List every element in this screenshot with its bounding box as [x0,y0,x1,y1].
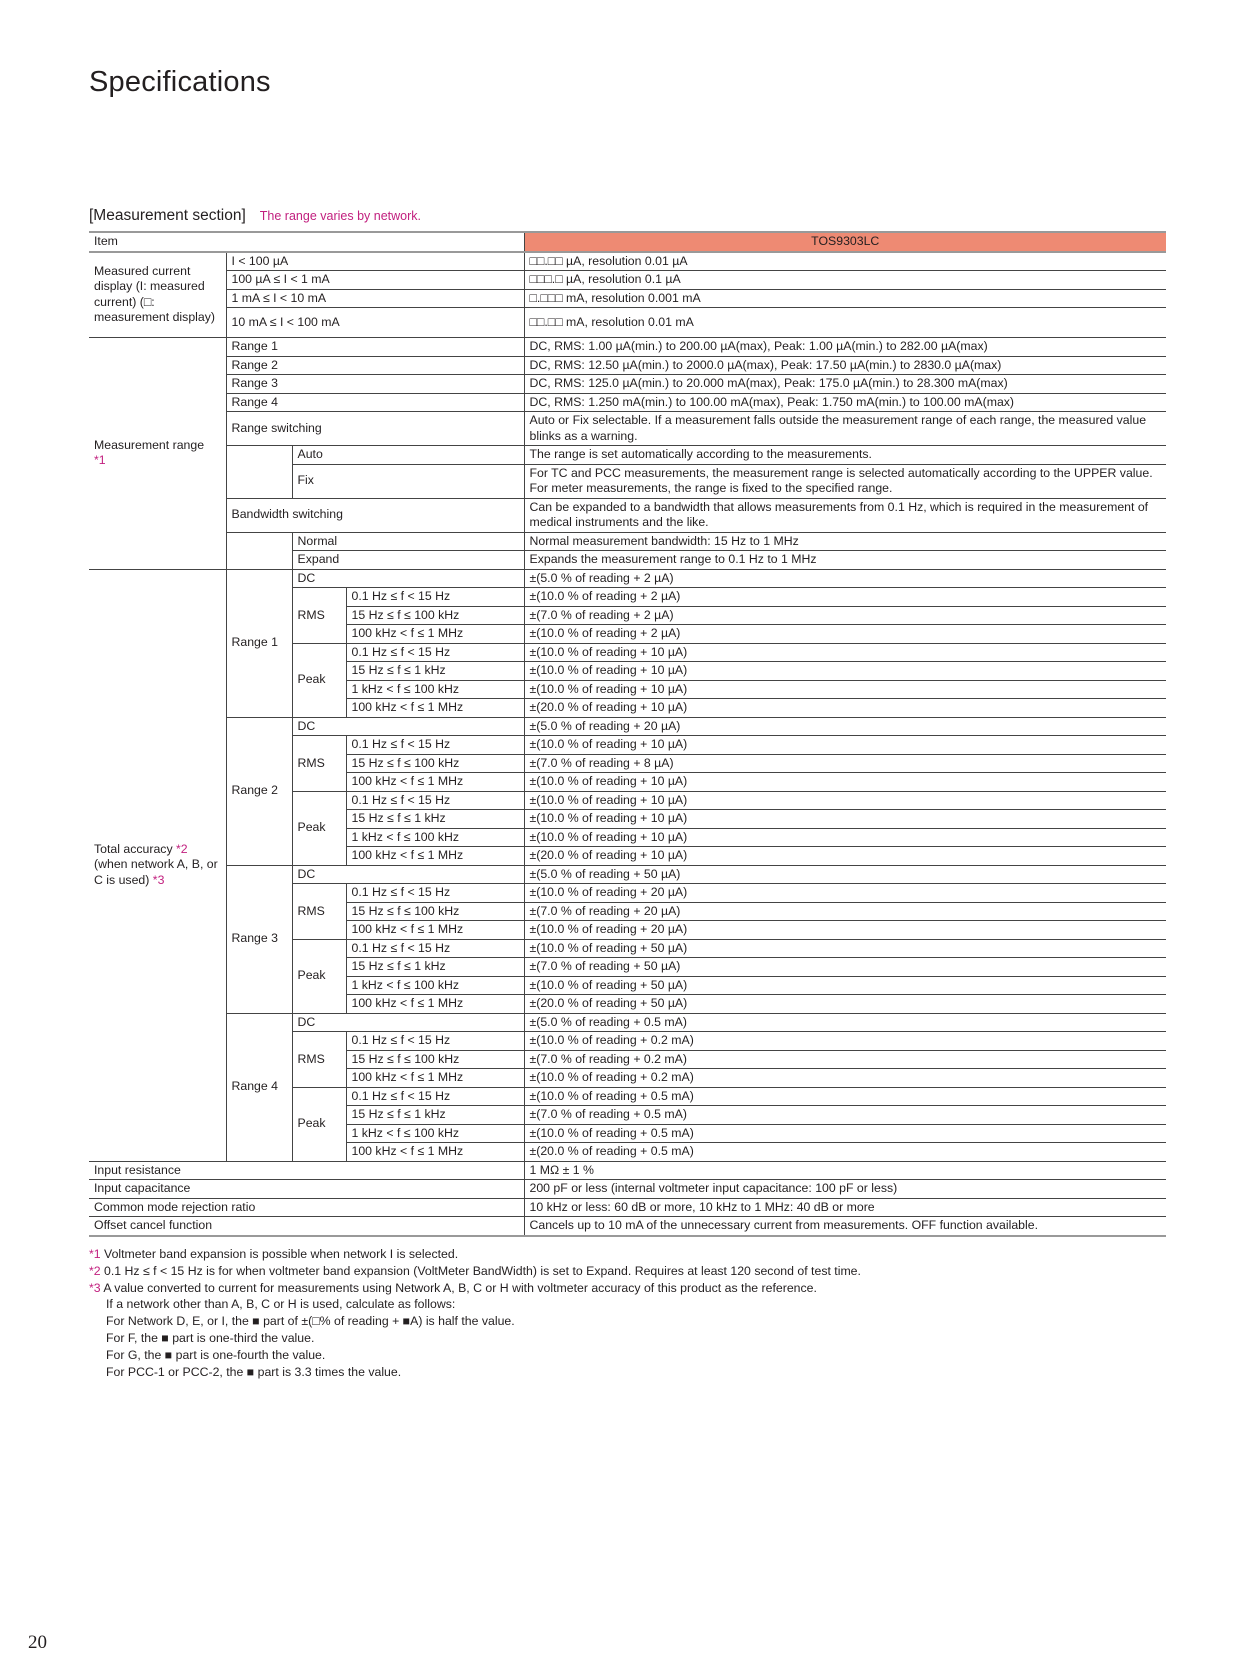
accuracy-range-name: Range 4 [226,1013,292,1161]
peak-accuracy: ±(7.0 % of reading + 50 µA) [524,958,1166,977]
switching-option-value: For TC and PCC measurements, the measurement range is selected automatically according to the UPPER value. For meter measurements, the range is fixed to the specified range. [524,464,1166,498]
peak-frequency: 100 kHz < f ≤ 1 MHz [346,1143,524,1162]
table-row [89,1217,1166,1236]
model-header: TOS9303LC [524,232,1166,252]
footnote [89,1263,861,1280]
peak-accuracy: ±(10.0 % of reading + 0.5 mA) [524,1124,1166,1143]
bandwidth-option: Normal [292,532,524,551]
footnote-text: Voltmeter band expansion is possible when network I is selected. [100,1247,459,1261]
accuracy-label-text: (when network A, B, or C is used) [94,857,218,887]
range-value: DC, RMS: 1.00 µA(min.) to 200.00 µA(max), Peak: 1.00 µA(min.) to 282.00 µA(max) [524,338,1166,357]
rms-accuracy: ±(10.0 % of reading + 2 µA) [524,625,1166,644]
footnote-line: For F, the ■ part is one-third the value. [106,1330,315,1345]
accuracy-label-text: Total accuracy [94,841,177,856]
peak-accuracy: ±(10.0 % of reading + 10 µA) [524,810,1166,829]
display-value: □□□.□ µA, resolution 0.1 µA [524,271,1166,290]
peak-accuracy: ±(10.0 % of reading + 50 µA) [524,939,1166,958]
rms-accuracy: ±(7.0 % of reading + 2 µA) [524,606,1166,625]
footnote-line: For G, the ■ part is one-fourth the value. [106,1347,326,1362]
rms-accuracy: ±(10.0 % of reading + 10 µA) [524,773,1166,792]
table-row [89,232,1166,252]
range-name: Range 2 [226,356,524,375]
spec-name: Input resistance [89,1161,524,1180]
dc-accuracy: ±(5.0 % of reading + 50 µA) [524,865,1166,884]
accuracy-label [89,569,226,1161]
rms-frequency: 0.1 Hz ≤ f < 15 Hz [346,1032,524,1051]
range-name: Range 4 [226,393,524,412]
dc-label: DC [292,1013,524,1032]
rms-frequency: 100 kHz < f ≤ 1 MHz [346,773,524,792]
dc-accuracy: ±(5.0 % of reading + 2 µA) [524,569,1166,588]
peak-accuracy: ±(20.0 % of reading + 10 µA) [524,699,1166,718]
footnote-mark: *3 [89,1280,101,1295]
table-row [89,532,1166,551]
dc-accuracy: ±(5.0 % of reading + 20 µA) [524,717,1166,736]
spec-value: Cancels up to 10 mA of the unnecessary current from measurements. OFF function available. [524,1217,1166,1236]
bandwidth-option: Expand [292,551,524,570]
rms-label: RMS [292,884,346,940]
display-value: □.□□□ mA, resolution 0.001 mA [524,289,1166,308]
blank-cell [226,532,292,569]
peak-frequency: 1 kHz < f ≤ 100 kHz [346,828,524,847]
spec-value: 10 kHz or less: 60 dB or more, 10 kHz to 1 MHz: 40 dB or more [524,1198,1166,1217]
accuracy-range-name: Range 3 [226,865,292,1013]
footnote [89,1280,861,1297]
dc-label: DC [292,865,524,884]
table-row [89,308,1166,338]
table-row [89,271,1166,290]
rms-accuracy: ±(10.0 % of reading + 20 µA) [524,884,1166,903]
table-row [89,375,1166,394]
peak-label: Peak [292,1087,346,1161]
footnote-mark: *2 [176,841,188,856]
rms-label: RMS [292,1032,346,1088]
footnote-line: For PCC-1 or PCC-2, the ■ part is 3.3 times the value. [106,1364,402,1379]
rms-accuracy: ±(10.0 % of reading + 0.2 mA) [524,1032,1166,1051]
display-condition: 1 mA ≤ I < 10 mA [226,289,524,308]
rms-accuracy: ±(10.0 % of reading + 2 µA) [524,588,1166,607]
footnote-text: 0.1 Hz ≤ f < 15 Hz is for when voltmeter band expansion (VoltMeter BandWidth) is set to Expand. Requires at least 120 second of test time. [100,1263,861,1278]
spec-name: Offset cancel function [89,1217,524,1236]
bandwidth-name: Bandwidth switching [226,498,524,532]
table-row [89,569,1166,588]
display-label: Measured current display (I: measured current) (□: measurement display) [89,252,226,338]
section-note: The range varies by network. [259,209,421,223]
range-label [89,338,226,570]
accuracy-range-name: Range 1 [226,569,292,717]
peak-accuracy: ±(10.0 % of reading + 50 µA) [524,976,1166,995]
switching-name: Range switching [226,412,524,446]
rms-label: RMS [292,736,346,792]
peak-frequency: 0.1 Hz ≤ f < 15 Hz [346,791,524,810]
spec-name: Input capacitance [89,1180,524,1199]
peak-frequency: 0.1 Hz ≤ f < 15 Hz [346,643,524,662]
peak-accuracy: ±(10.0 % of reading + 0.5 mA) [524,1087,1166,1106]
spec-value: 1 MΩ ± 1 % [524,1161,1166,1180]
spec-table [89,231,1166,1237]
table-row [89,393,1166,412]
rms-accuracy: ±(7.0 % of reading + 8 µA) [524,754,1166,773]
peak-accuracy: ±(10.0 % of reading + 10 µA) [524,680,1166,699]
switching-value: Auto or Fix selectable. If a measurement falls outside the measurement range of each range, the measured value blinks as a warning. [524,412,1166,446]
table-row [89,865,1166,884]
display-condition: 100 µA ≤ I < 1 mA [226,271,524,290]
peak-frequency: 0.1 Hz ≤ f < 15 Hz [346,1087,524,1106]
rms-frequency: 0.1 Hz ≤ f < 15 Hz [346,588,524,607]
rms-frequency: 15 Hz ≤ f ≤ 100 kHz [346,754,524,773]
switching-option: Fix [292,464,524,498]
peak-label: Peak [292,643,346,717]
peak-accuracy: ±(7.0 % of reading + 0.5 mA) [524,1106,1166,1125]
display-condition: I < 100 µA [226,252,524,271]
rms-accuracy: ±(10.0 % of reading + 20 µA) [524,921,1166,940]
peak-frequency: 15 Hz ≤ f ≤ 1 kHz [346,1106,524,1125]
rms-frequency: 0.1 Hz ≤ f < 15 Hz [346,736,524,755]
display-value: □□.□□ mA, resolution 0.01 mA [524,308,1166,338]
peak-frequency: 15 Hz ≤ f ≤ 1 kHz [346,958,524,977]
display-value: □□.□□ µA, resolution 0.01 µA [524,252,1166,271]
footnote-mark: *2 [89,1263,101,1278]
rms-frequency: 0.1 Hz ≤ f < 15 Hz [346,884,524,903]
footnote-line: If a network other than A, B, C or H is used, calculate as follows: [106,1297,456,1312]
peak-accuracy: ±(10.0 % of reading + 10 µA) [524,643,1166,662]
table-row [89,338,1166,357]
table-row [89,1161,1166,1180]
section-title: [Measurement section] [89,207,246,224]
rms-frequency: 100 kHz < f ≤ 1 MHz [346,1069,524,1088]
range-name: Range 1 [226,338,524,357]
peak-accuracy: ±(10.0 % of reading + 10 µA) [524,791,1166,810]
bandwidth-option-value: Expands the measurement range to 0.1 Hz to 1 MHz [524,551,1166,570]
page-title: Specifications [89,66,271,98]
peak-frequency: 15 Hz ≤ f ≤ 1 kHz [346,662,524,681]
range-value: DC, RMS: 12.50 µA(min.) to 2000.0 µA(max), Peak: 17.50 µA(min.) to 2830.0 µA(max) [524,356,1166,375]
table-row [89,446,1166,465]
rms-frequency: 15 Hz ≤ f ≤ 100 kHz [346,606,524,625]
section-heading [89,207,421,225]
peak-frequency: 1 kHz < f ≤ 100 kHz [346,1124,524,1143]
table-row [89,1198,1166,1217]
rms-accuracy: ±(7.0 % of reading + 0.2 mA) [524,1050,1166,1069]
footnote-mark: *1 [89,1247,101,1261]
spec-name: Common mode rejection ratio [89,1198,524,1217]
switching-option: Auto [292,446,524,465]
rms-frequency: 15 Hz ≤ f ≤ 100 kHz [346,902,524,921]
footnote-mark: *1 [94,453,106,468]
bandwidth-value: Can be expanded to a bandwidth that allows measurements from 0.1 Hz, which is required in the measurement of medical instruments and the like. [524,498,1166,532]
dc-accuracy: ±(5.0 % of reading + 0.5 mA) [524,1013,1166,1032]
rms-frequency: 15 Hz ≤ f ≤ 100 kHz [346,1050,524,1069]
rms-accuracy: ±(10.0 % of reading + 10 µA) [524,736,1166,755]
footnote-text: A value converted to current for measurements using Network A, B, C or H with voltmeter accuracy of this product as the reference. [100,1280,817,1295]
rms-frequency: 100 kHz < f ≤ 1 MHz [346,625,524,644]
footnotes [89,1246,861,1380]
table-row [89,356,1166,375]
table-row [89,498,1166,532]
peak-accuracy: ±(20.0 % of reading + 10 µA) [524,847,1166,866]
footnote-line: For Network D, E, or I, the ■ part of ±(□% of reading + ■A) is half the value. [106,1314,515,1329]
peak-accuracy: ±(20.0 % of reading + 0.5 mA) [524,1143,1166,1162]
dc-label: DC [292,569,524,588]
table-row [89,717,1166,736]
switching-option-value: The range is set automatically according to the measurements. [524,446,1166,465]
range-name: Range 3 [226,375,524,394]
footnote-mark: *3 [152,872,165,887]
rms-accuracy: ±(7.0 % of reading + 20 µA) [524,902,1166,921]
rms-accuracy: ±(10.0 % of reading + 0.2 mA) [524,1069,1166,1088]
table-row [89,412,1166,446]
peak-label: Peak [292,939,346,1013]
item-header: Item [89,232,524,252]
bandwidth-option-value: Normal measurement bandwidth: 15 Hz to 1 MHz [524,532,1166,551]
peak-frequency: 1 kHz < f ≤ 100 kHz [346,680,524,699]
accuracy-range-name: Range 2 [226,717,292,865]
range-value: DC, RMS: 125.0 µA(min.) to 20.000 mA(max), Peak: 175.0 µA(min.) to 28.300 mA(max) [524,375,1166,394]
peak-label: Peak [292,791,346,865]
peak-frequency: 100 kHz < f ≤ 1 MHz [346,847,524,866]
table-row [89,1013,1166,1032]
peak-frequency: 0.1 Hz ≤ f < 15 Hz [346,939,524,958]
dc-label: DC [292,717,524,736]
display-condition: 10 mA ≤ I < 100 mA [226,308,524,338]
table-row [89,1180,1166,1199]
peak-frequency: 100 kHz < f ≤ 1 MHz [346,699,524,718]
range-label-text: Measurement range [94,437,205,452]
peak-accuracy: ±(10.0 % of reading + 10 µA) [524,662,1166,681]
peak-frequency: 100 kHz < f ≤ 1 MHz [346,995,524,1014]
rms-label: RMS [292,588,346,644]
footnote [89,1246,861,1263]
range-value: DC, RMS: 1.250 mA(min.) to 100.00 mA(max), Peak: 1.750 mA(min.) to 100.00 mA(max) [524,393,1166,412]
blank-cell [226,446,292,499]
peak-frequency: 15 Hz ≤ f ≤ 1 kHz [346,810,524,829]
peak-accuracy: ±(10.0 % of reading + 10 µA) [524,828,1166,847]
page-number: 20 [28,1632,47,1653]
spec-value: 200 pF or less (internal voltmeter input capacitance: 100 pF or less) [524,1180,1166,1199]
rms-frequency: 100 kHz < f ≤ 1 MHz [346,921,524,940]
table-row [89,252,1166,271]
table-row [89,289,1166,308]
peak-frequency: 1 kHz < f ≤ 100 kHz [346,976,524,995]
peak-accuracy: ±(20.0 % of reading + 50 µA) [524,995,1166,1014]
